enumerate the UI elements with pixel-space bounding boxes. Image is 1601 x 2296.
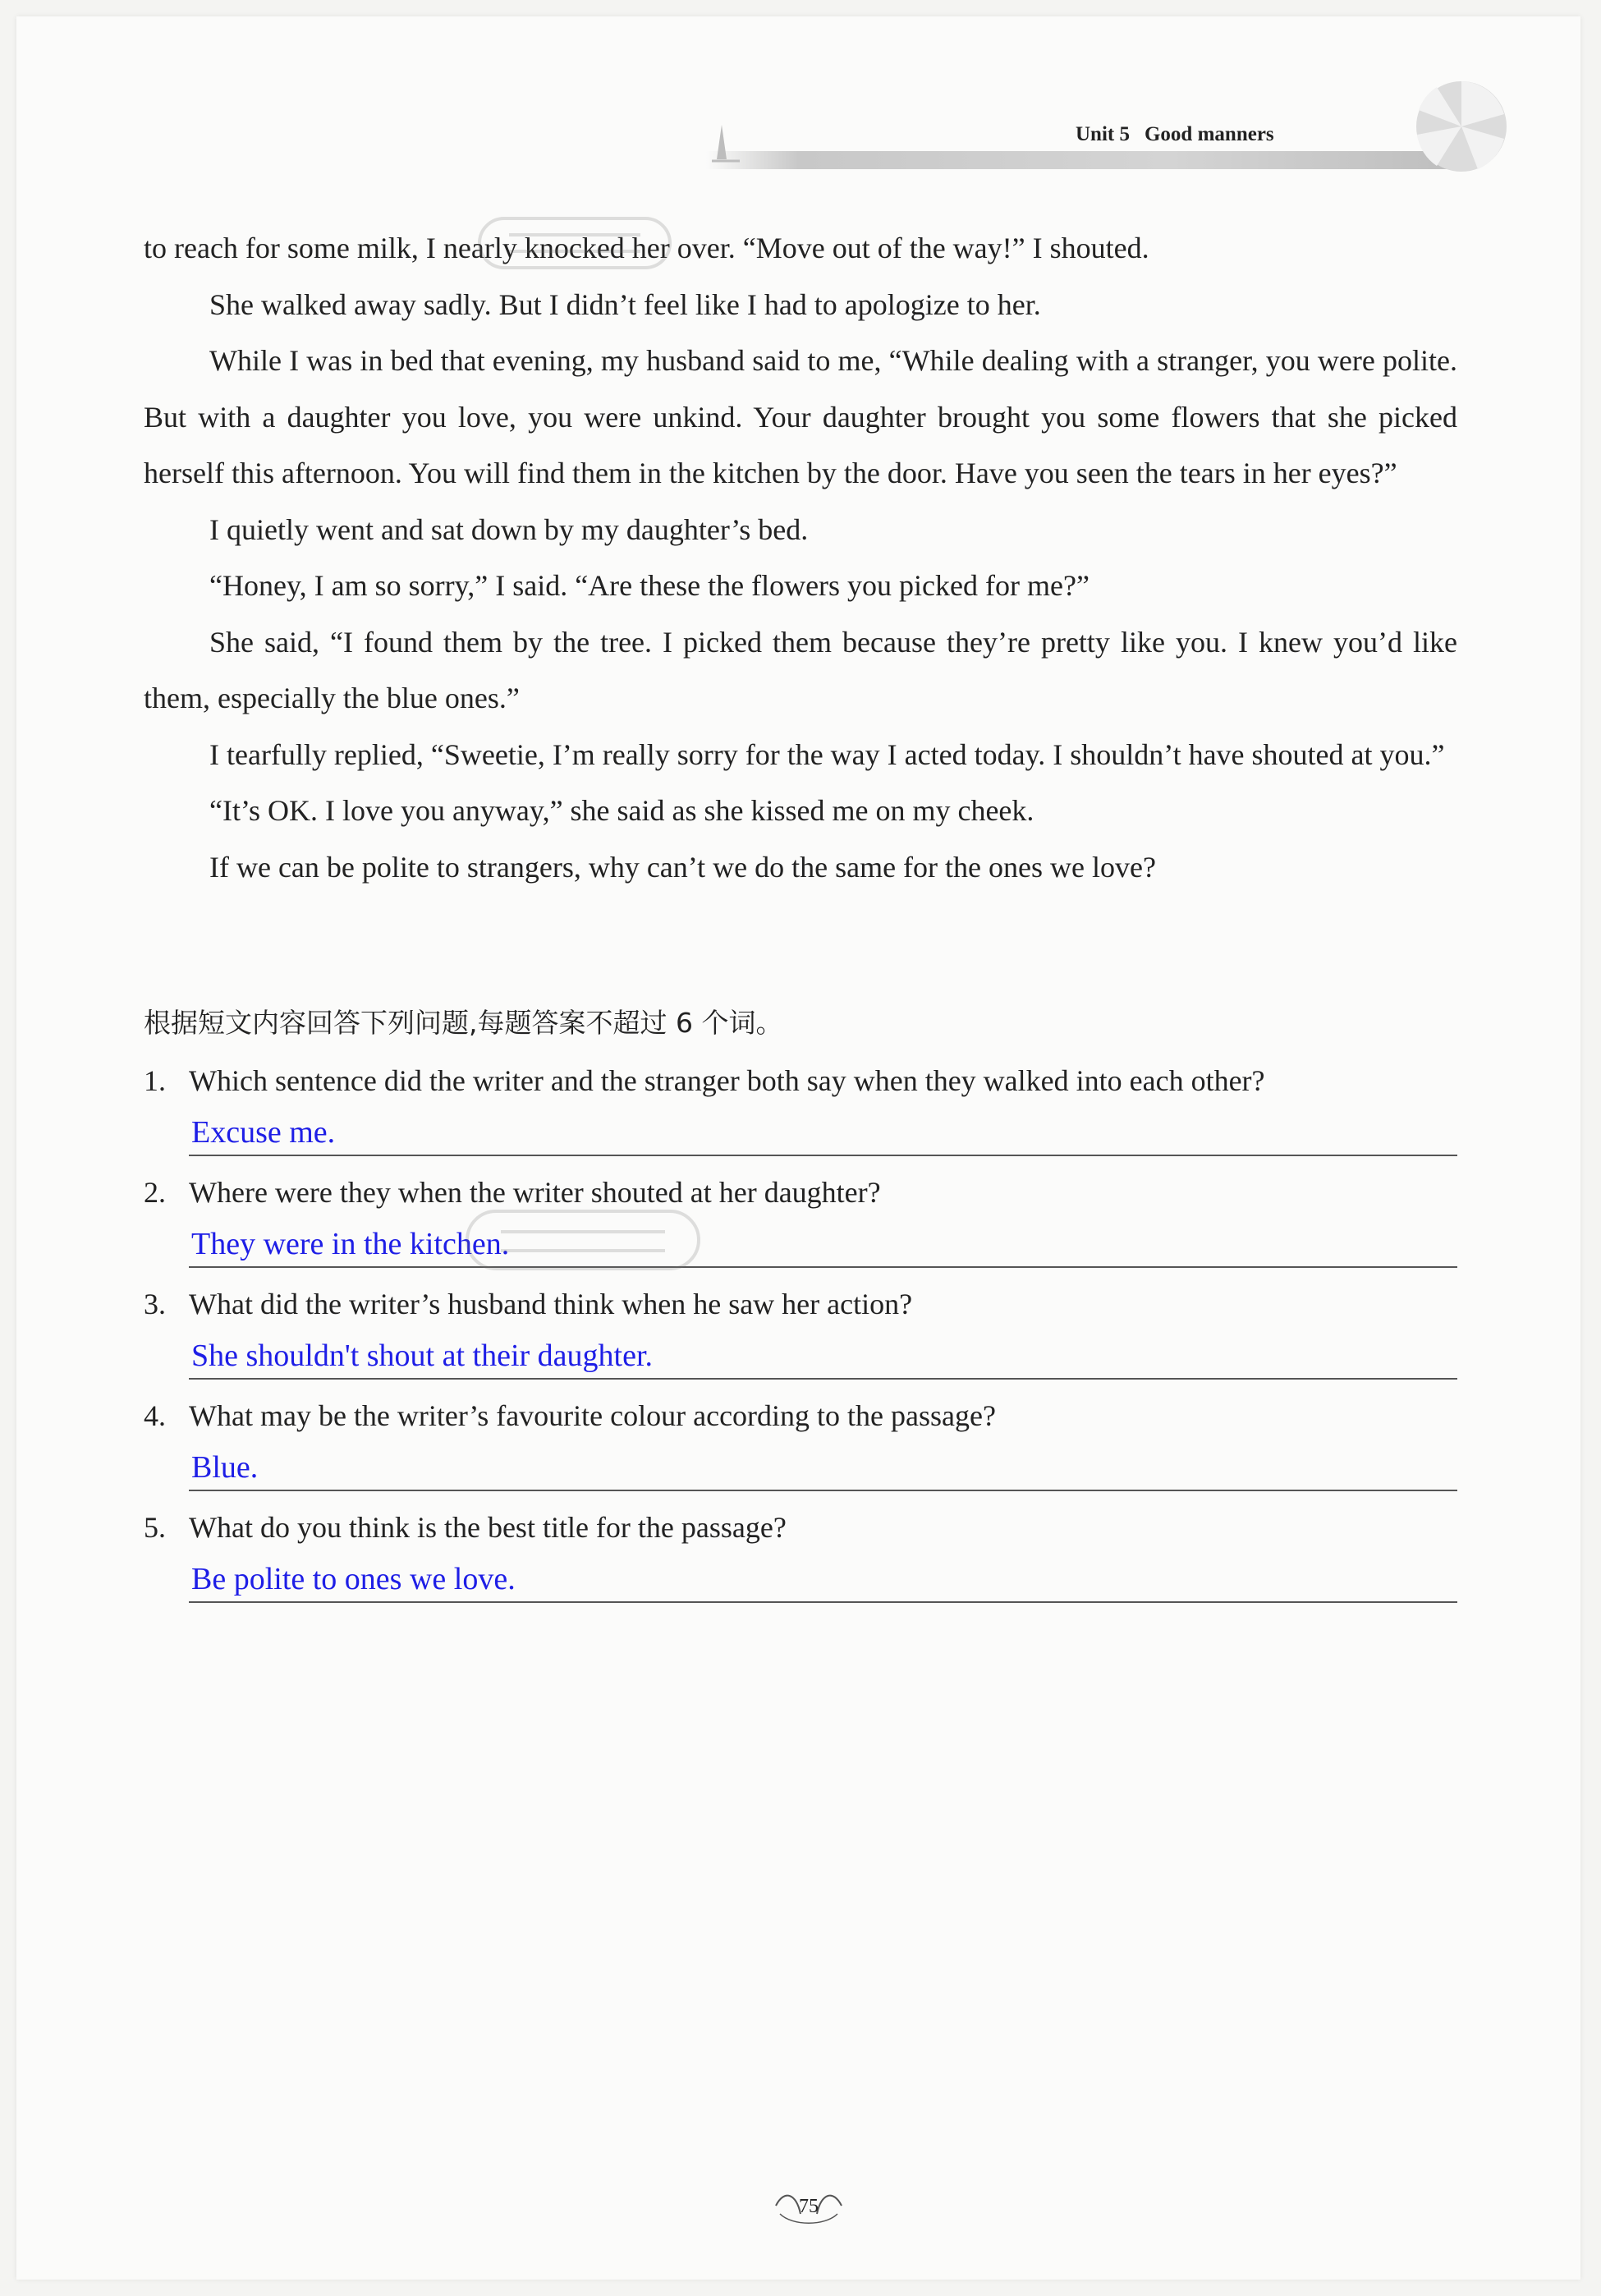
question-number: 2.	[144, 1176, 166, 1209]
page-number	[768, 2181, 850, 2230]
answer-text[interactable]: She shouldn't shout at their daughter.	[191, 1339, 654, 1373]
question-number: 1.	[144, 1064, 166, 1097]
passage-paragraph: She walked away sadly. But I didn’t feel like I had to apologize to her.	[209, 287, 1041, 321]
passage-paragraph: “Honey, I am so sorry,” I said. “Are these the flowers you picked for me?”	[209, 569, 1090, 602]
answer-line	[189, 1266, 1457, 1268]
workbook-page	[16, 16, 1580, 2280]
question-text: What did the writer’s husband think when he saw her action?	[189, 1288, 913, 1320]
page-number-text: 75	[799, 2196, 819, 2217]
passage-paragraph: While I was in bed that evening, my husband said to me, “While dealing with a stranger, you were polite. But with a daughter you love, you were unkind. Your daughter brought you some flowers that she picked herself this afternoon. You will find them in the kitchen by the door. Have you seen the tears in her eyes?”	[144, 344, 1457, 489]
question-item	[144, 1393, 1457, 1504]
answer-line	[189, 1601, 1457, 1603]
question-number: 5.	[144, 1511, 166, 1544]
question-item	[144, 1281, 1457, 1393]
answer-line	[189, 1155, 1457, 1156]
passage-paragraph: I tearfully replied, “Sweetie, I’m really sorry for the way I acted today. I shouldn’t have shouted at you.”	[209, 737, 1445, 771]
question-text: What may be the writer’s favourite colour according to the passage?	[189, 1399, 996, 1432]
header-rule	[706, 151, 1478, 169]
answer-text[interactable]: They were in the kitchen.	[191, 1227, 510, 1261]
answer-line	[189, 1378, 1457, 1380]
unit-title: Good manners	[1144, 123, 1274, 145]
passage-paragraph: I quietly went and sat down by my daughter’s bed.	[209, 512, 809, 546]
reading-passage	[144, 220, 1457, 895]
ship-mark-icon	[710, 118, 743, 164]
passage-paragraph: “It’s OK. I love you anyway,” she said as she kissed me on my cheek.	[209, 794, 1034, 827]
question-item	[144, 1504, 1457, 1616]
passage-paragraph: She said, “I found them by the tree. I picked them because they’re pretty like you. I knew you’d like them, especially the blue ones.”	[144, 625, 1457, 714]
question-item	[144, 1058, 1457, 1169]
passage-paragraph: If we can be polite to strangers, why can’t we do the same for the ones we love?	[209, 850, 1156, 884]
question-list	[144, 1058, 1457, 1616]
answer-text[interactable]: Blue.	[191, 1450, 259, 1485]
unit-label: Unit 5	[1076, 123, 1130, 145]
answer-text[interactable]: Excuse me.	[191, 1115, 336, 1150]
exercise-instruction: 根据短文内容回答下列问题,每题答案不超过 6 个词。	[144, 1007, 783, 1039]
question-text: Where were they when the writer shouted at her daughter?	[189, 1176, 881, 1209]
question-number: 4.	[144, 1399, 166, 1432]
question-text: What do you think is the best title for the passage?	[189, 1511, 787, 1544]
question-number: 3.	[144, 1288, 166, 1320]
answer-text[interactable]: Be polite to ones we love.	[191, 1562, 516, 1596]
question-text: Which sentence did the writer and the stranger both say when they walked into each other?	[189, 1064, 1265, 1097]
question-item	[144, 1169, 1457, 1281]
answer-line	[189, 1490, 1457, 1491]
fan-decoration-icon	[1412, 77, 1511, 176]
running-header	[1076, 123, 1274, 146]
passage-paragraph: to reach for some milk, I nearly knocked her over. “Move out of the way!” I shouted.	[144, 232, 1149, 264]
